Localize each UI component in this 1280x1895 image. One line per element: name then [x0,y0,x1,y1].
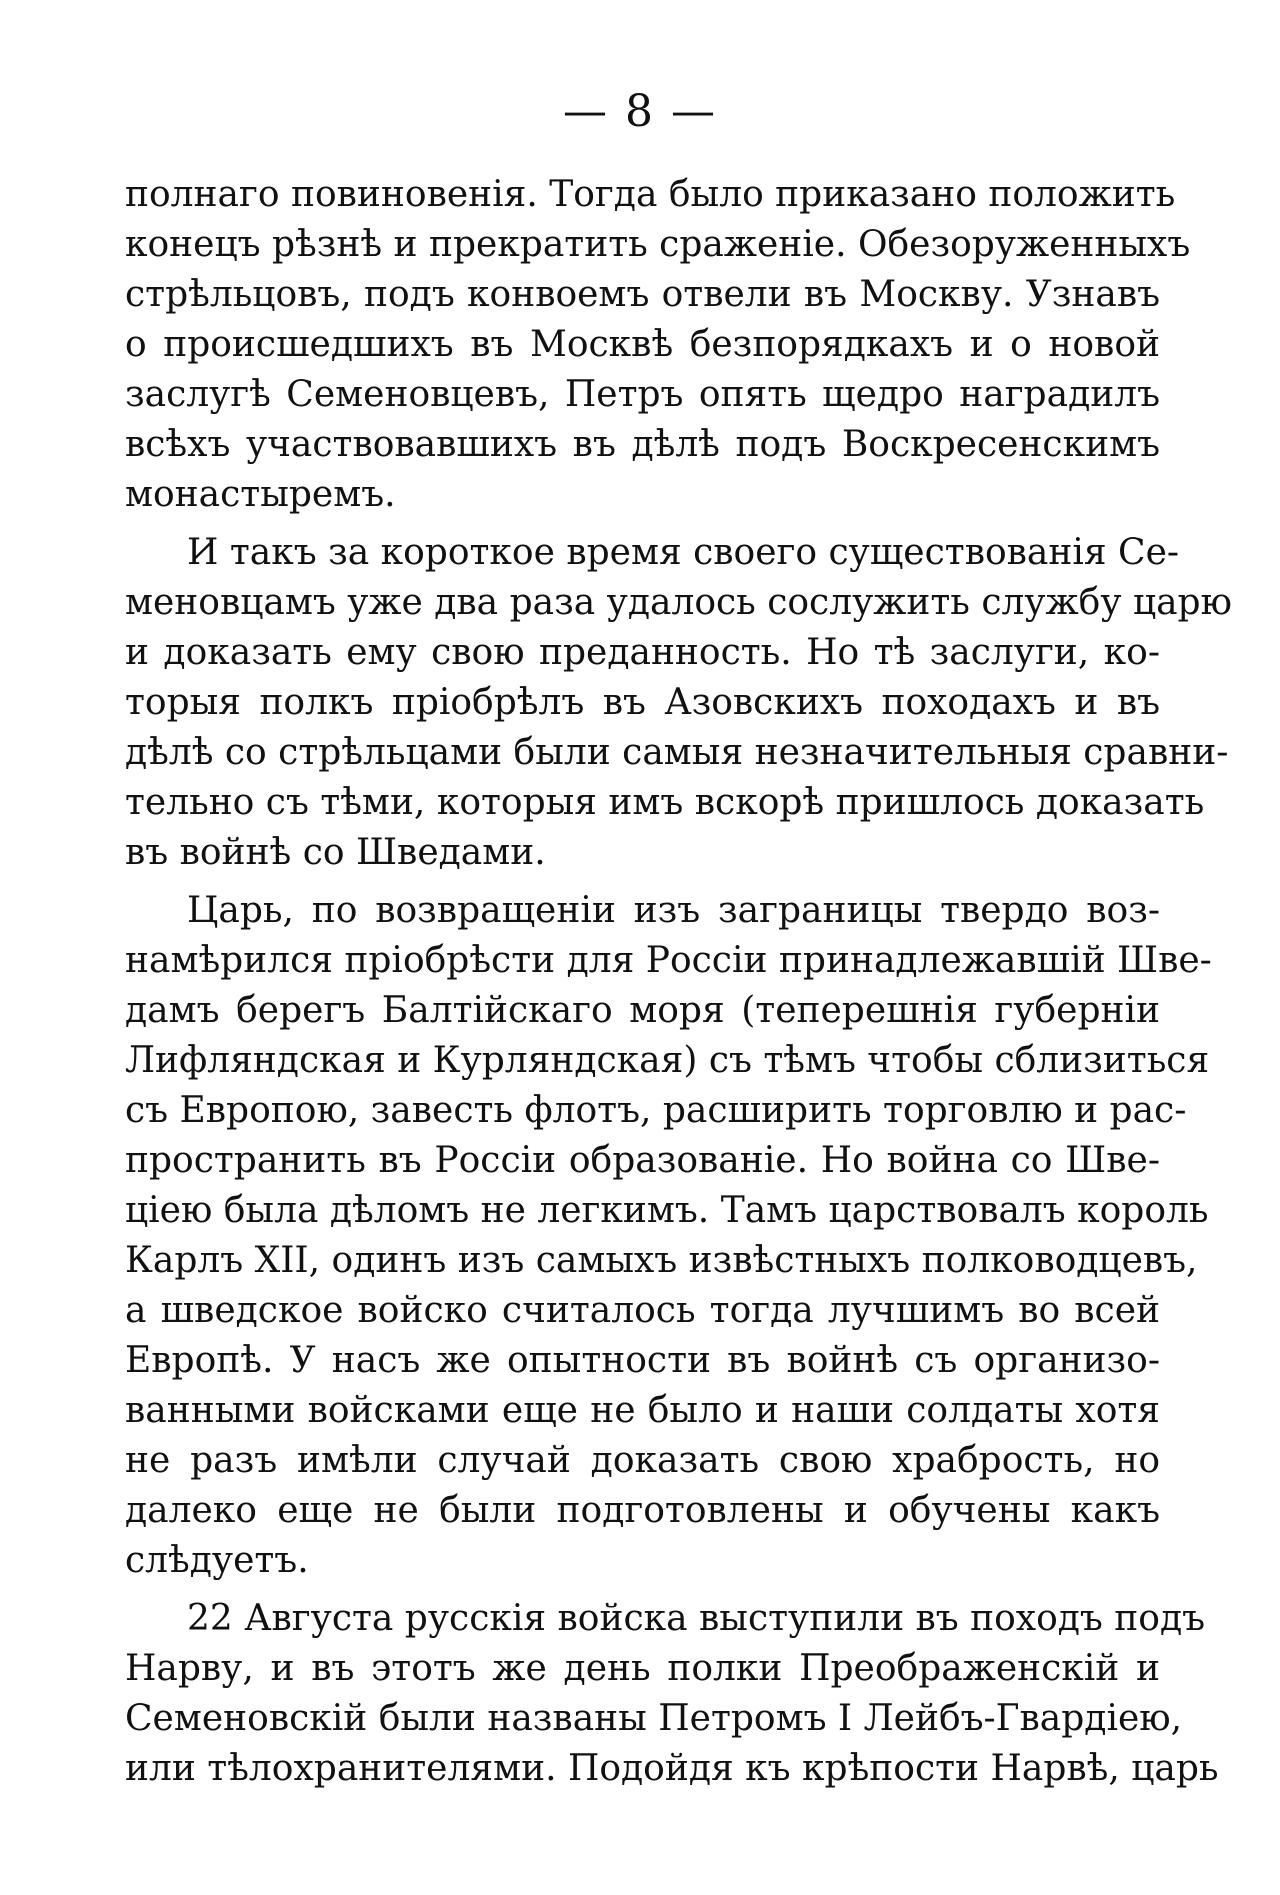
text-line: Царь, по возвращеніи изъ заграницы твердо воз- [187,890,1160,931]
paragraph-3 [125,886,1212,1586]
text-line: меновцамъ уже два раза удалось сослужить службу царю [125,582,1232,623]
text-line: всѣхъ участвовавшихъ въ дѣлѣ подъ Воскресенскимъ [125,424,1160,465]
text-line: полнаго повиновенія. Тогда было приказано положить [125,174,1176,215]
text-line: или тѣлохранителями. Подойдя къ крѣпости Нарвѣ, царь [125,1748,1219,1789]
text-line: пространить въ Россіи образованіе. Но война со Шве- [125,1140,1160,1181]
text-line: тельно съ тѣми, которыя имъ вскорѣ пришлось доказать [125,782,1205,823]
text-line: и доказать ему свою преданность. Но тѣ заслуги, ко- [125,632,1160,673]
paragraph-4 [125,1594,1219,1794]
text-line: заслугѣ Семеновцевъ, Петръ опять щедро наградилъ [125,374,1160,415]
text-line: слѣдуетъ. [125,1540,309,1581]
text-line: ванными войсками еще не было и наши солдаты хотя [125,1390,1160,1431]
text-line: И такъ за короткое время своего существованія Се- [187,532,1180,573]
text-line: ціею была дѣломъ не легкимъ. Тамъ царствовалъ король [125,1190,1209,1231]
text-line: а шведское войско считалось тогда лучшимъ во всей [125,1290,1160,1331]
text-line: Семеновскій были названы Петромъ I Лейбъ-Гвардіею, [125,1698,1183,1739]
text-line: Лифляндская и Курляндская) съ тѣмъ чтобы сблизиться [125,1040,1210,1081]
text-line: 22 Августа русскія войска выступили въ походъ подъ [187,1598,1206,1639]
text-line: дамъ берегъ Балтійскаго моря (теперешнія губерніи [125,990,1160,1031]
paragraph-2 [125,528,1232,878]
text-line: въ войнѣ со Шведами. [125,832,546,873]
text-line: намѣрился пріобрѣсти для Россіи принадлежавшій Шве- [125,940,1212,981]
text-line: далеко еще не были подготовлены и обучены какъ [125,1490,1160,1531]
text-line: торыя полкъ пріобрѣлъ въ Азовскихъ походахъ и въ [125,682,1160,723]
body-text [125,170,1232,1794]
text-line: стрѣльцовъ, подъ конвоемъ отвели въ Москву. Узнавъ [125,274,1160,315]
paragraph-1 [125,170,1191,520]
text-line: о происшедшихъ въ Москвѣ безпорядкахъ и о новой [125,324,1160,365]
text-line: конецъ рѣзнѣ и прекратить сраженіе. Обезоруженныхъ [125,224,1191,265]
text-line: Европѣ. У насъ же опытности въ войнѣ съ организо- [125,1340,1160,1381]
text-line: дѣлѣ со стрѣльцами были самыя незначительныя сравни- [125,732,1229,773]
text-line: съ Европою, завесть флотъ, расширить торговлю и рас- [125,1090,1187,1131]
text-line: Карлъ XII, одинъ изъ самыхъ извѣстныхъ полководцевъ, [125,1240,1198,1281]
page-number: — 8 — [563,86,717,137]
text-line: не разъ имѣли случай доказать свою храбрость, но [125,1440,1160,1481]
text-line: Нарву, и въ этотъ же день полки Преображенскій и [125,1648,1160,1689]
text-line: монастыремъ. [125,474,396,515]
